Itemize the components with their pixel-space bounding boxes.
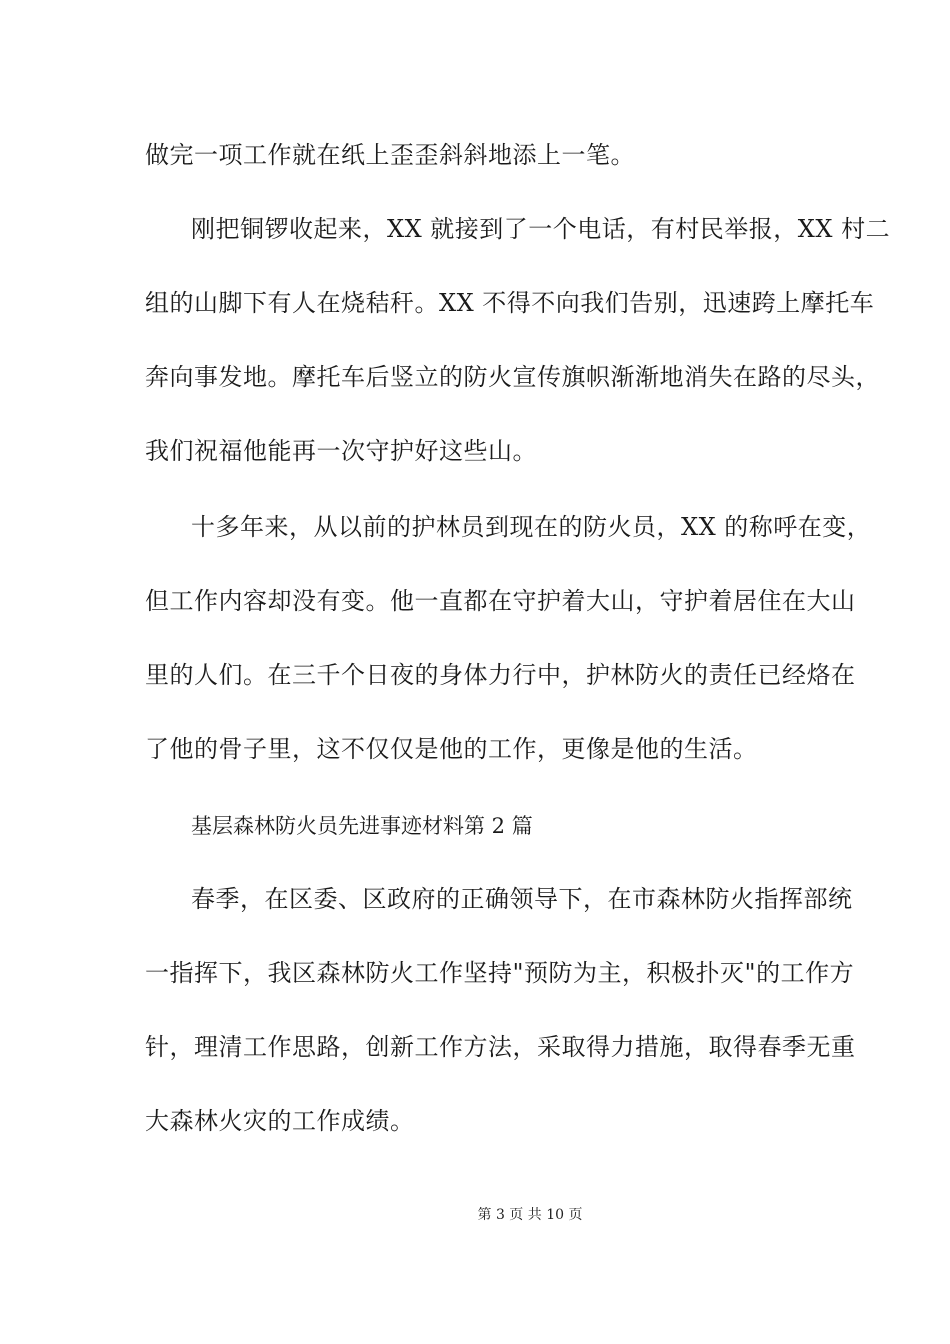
page-number: 第 3 页 共 10 页 [477, 1207, 583, 1223]
paragraph-line: 针，理清工作思路，创新工作方法，采取得力措施，取得春季无重 [145, 1033, 856, 1061]
paragraph-line: 但工作内容却没有变。他一直都在守护着大山，守护着居住在大山 [145, 587, 856, 615]
paragraph-line: 了他的骨子里，这不仅仅是他的工作，更像是他的生活。 [145, 735, 758, 763]
section-heading: 基层森林防火员先进事迹材料第 2 篇 [191, 814, 533, 838]
paragraph-line: 十多年来，从以前的护林员到现在的防火员，XX 的称呼在变， [191, 513, 872, 541]
paragraph-line: 我们祝福他能再一次守护好这些山。 [145, 437, 537, 465]
paragraph-line: 春季，在区委、区政府的正确领导下，在市森林防火指挥部统 [191, 885, 853, 913]
paragraph-line: 组的山脚下有人在烧秸秆。XX 不得不向我们告别，迅速跨上摩托车 [145, 289, 875, 317]
paragraph-line: 刚把铜锣收起来，XX 就接到了一个电话，有村民举报，XX 村二 [191, 215, 891, 243]
paragraph-line: 大森林火灾的工作成绩。 [145, 1107, 415, 1135]
paragraph-line: 做完一项工作就在纸上歪歪斜斜地添上一笔。 [145, 141, 635, 169]
paragraph-line: 奔向事发地。摩托车后竖立的防火宣传旗帜渐渐地消失在路的尽头， [145, 363, 880, 391]
paragraph-line: 一指挥下，我区森林防火工作坚持"预防为主，积极扑灭"的工作方 [145, 959, 855, 987]
paragraph-line: 里的人们。在三千个日夜的身体力行中，护林防火的责任已经烙在 [145, 661, 856, 689]
page-footer [0, 1206, 950, 1224]
